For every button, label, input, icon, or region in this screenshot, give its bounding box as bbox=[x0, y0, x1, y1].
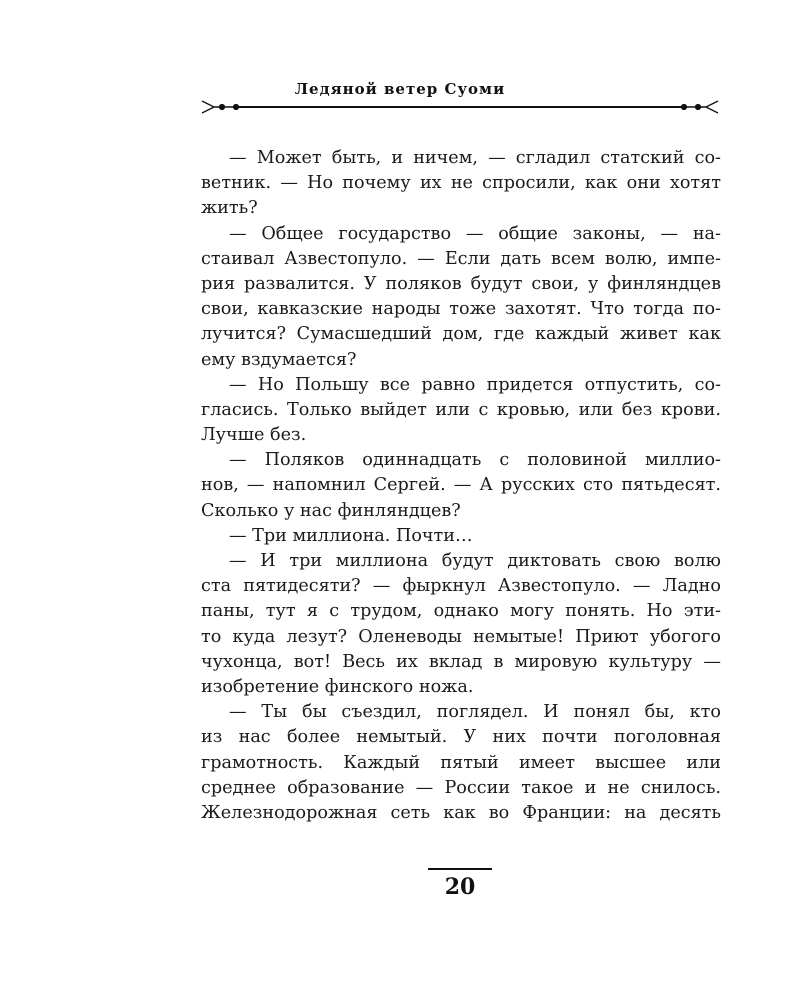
body-text bbox=[201, 146, 721, 826]
text-line: из нас более немытый. У них почти поголовная bbox=[201, 727, 721, 748]
text-line: рия развалится. У поляков будут свои, у финляндцев bbox=[201, 273, 721, 294]
text-line: — Ты бы съездил, поглядел. И понял бы, кто bbox=[229, 702, 721, 723]
text-line: — Общее государство — общие законы, — на- bbox=[229, 223, 721, 244]
text-line: — И три миллиона будут диктовать свою волю bbox=[229, 551, 721, 571]
text-line: стаивал Азвестопуло. — Если дать всем волю, импе- bbox=[201, 248, 721, 269]
text-line: — Может быть, и ничем, — сгладил статский со- bbox=[229, 148, 721, 168]
text-line: — Но Польшу все равно придется отпустить, со- bbox=[229, 374, 721, 395]
text-line: паны, тут я с трудом, однако могу понять. Но эти- bbox=[201, 601, 721, 622]
text-line: лучится? Сумасшедший дом, где каждый живет как bbox=[201, 324, 721, 345]
text-line: ему вздумается? bbox=[201, 349, 357, 370]
text-line: нов, — напомнил Сергей. — А русских сто пятьдесят. bbox=[201, 475, 721, 496]
text-line: свои, кавказские народы тоже захотят. Что тогда по- bbox=[201, 299, 721, 320]
ornament-left bbox=[202, 101, 239, 113]
text-line: грамотность. Каждый пятый имеет высшее или bbox=[201, 752, 721, 773]
text-line: среднее образование — России такое и не снилось. bbox=[201, 777, 721, 798]
text-line: Железнодорожная сеть как во Франции: на десять bbox=[201, 802, 721, 823]
page-number: 20 bbox=[444, 874, 476, 900]
text-line: ветник. — Но почему их не спросили, как они хотят bbox=[201, 173, 721, 194]
text-line: ста пятидесяти? — фыркнул Азвестопуло. — Ладно bbox=[201, 576, 721, 597]
header-ornament-rule bbox=[200, 96, 720, 118]
text-line: — Поляков одиннадцать с половиной миллио- bbox=[229, 450, 721, 471]
ornament-right bbox=[681, 101, 718, 113]
text-line: жить? bbox=[201, 198, 258, 219]
text-line: Лучше без. bbox=[201, 425, 307, 446]
page-number-rule bbox=[428, 868, 492, 870]
text-line: гласись. Только выйдет или с кровью, или без крови. bbox=[201, 399, 721, 420]
text-line: чухонца, вот! Весь их вклад в мировую культуру — bbox=[201, 651, 721, 672]
running-title: Ледяной ветер Суоми bbox=[294, 80, 506, 98]
text-line: Сколько у нас финляндцев? bbox=[201, 500, 461, 521]
text-line: — Три миллиона. Почти… bbox=[229, 525, 473, 546]
text-line: изобретение финского ножа. bbox=[201, 676, 474, 697]
text-line: то куда лезут? Оленеводы немытые! Приют убогого bbox=[201, 626, 721, 647]
